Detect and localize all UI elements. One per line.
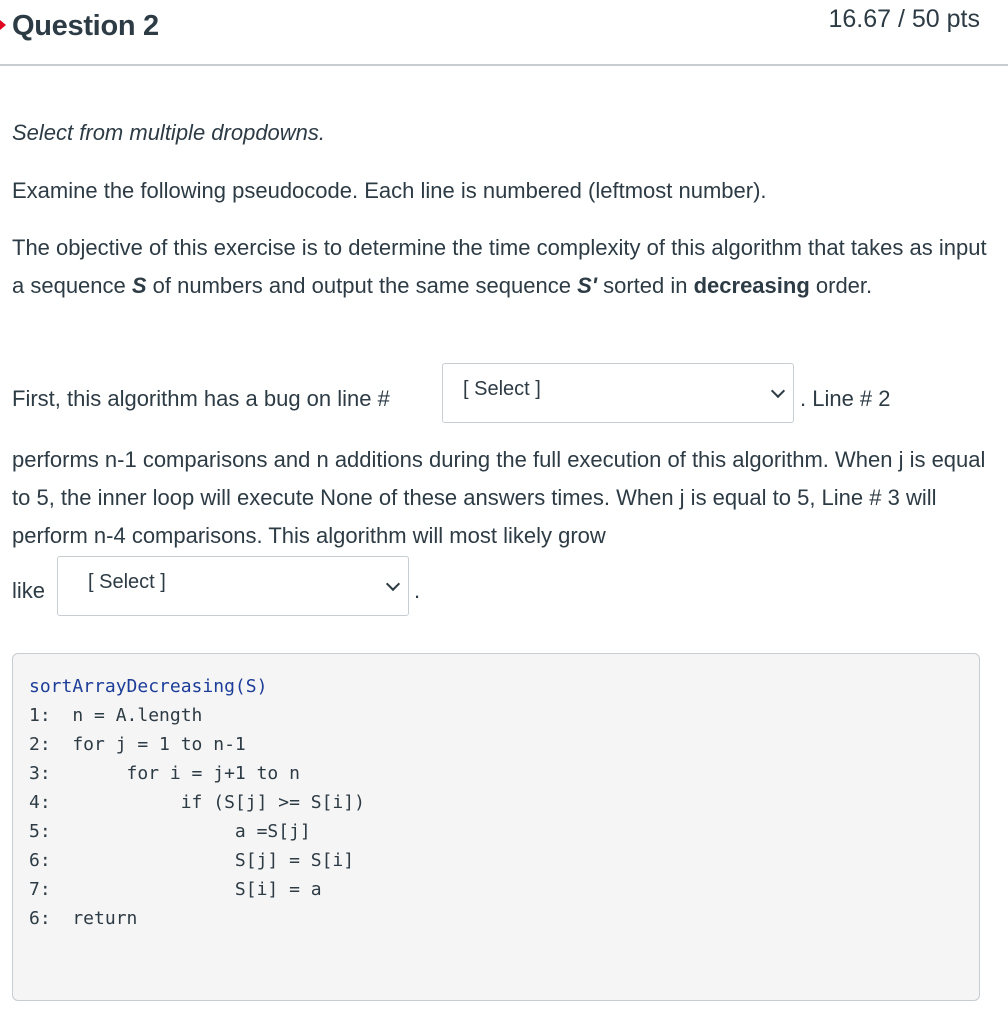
first-line-text	[12, 380, 390, 418]
period: .	[414, 578, 421, 603]
line2-label: . Line # 2	[800, 386, 891, 411]
objective-text-2: of numbers and output the same sequence	[146, 273, 578, 298]
objective-text	[12, 229, 987, 305]
code-line-6: 6: S[j] = S[i]	[29, 850, 355, 871]
sequence-s: S	[131, 273, 147, 298]
analysis-text: performs n-1 comparisons and n additions during the full execution of this algorithm. When j is equal to 5, the inner loop will execute None of these answers times. When j is equal to 5, Line # 3 will perform n-4 comparisons. This algorithm will most likely grow	[12, 447, 986, 548]
chevron-down-icon	[771, 384, 785, 398]
like-label: like	[12, 578, 46, 603]
code-line-8: 6: return	[29, 908, 138, 929]
bug-line-select-value: [ Select ]	[463, 378, 541, 400]
question-title: Question 2	[12, 10, 159, 42]
pseudocode-block	[12, 653, 980, 1001]
question-header	[0, 0, 1008, 66]
code-line-3: 3: for i = j+1 to n	[29, 763, 300, 784]
growth-select-value: [ Select ]	[88, 571, 166, 593]
flag-icon	[0, 20, 6, 30]
intro-text: Examine the following pseudocode. Each line is numbered (leftmost number).	[12, 178, 767, 203]
code-line-5: 5: a =S[j]	[29, 821, 311, 842]
code-line-7: 7: S[i] = a	[29, 879, 322, 900]
objective-text-4: order.	[809, 273, 873, 298]
bug-line-select[interactable]	[442, 363, 794, 423]
growth-select[interactable]	[57, 556, 409, 616]
objective-text-3: sorted in	[596, 273, 694, 298]
chevron-down-icon	[386, 577, 400, 591]
objective-text-1: The objective of this exercise is to determine the time complexity of this algorithm that takes as input a sequence	[12, 235, 987, 298]
code-line-2: 2: for j = 1 to n-1	[29, 734, 246, 755]
sequence-s-prime: S'	[577, 273, 597, 298]
question-points: 16.67 / 50 pts	[828, 5, 980, 33]
instructions: Select from multiple dropdowns.	[12, 120, 326, 145]
code-line-4: 4: if (S[j] >= S[i])	[29, 792, 365, 813]
function-signature: sortArrayDecreasing(S)	[29, 676, 268, 697]
decreasing-bold: decreasing	[693, 273, 810, 298]
bug-line-prompt: First, this algorithm has a bug on line #	[12, 386, 390, 411]
code-line-1: 1: n = A.length	[29, 705, 203, 726]
